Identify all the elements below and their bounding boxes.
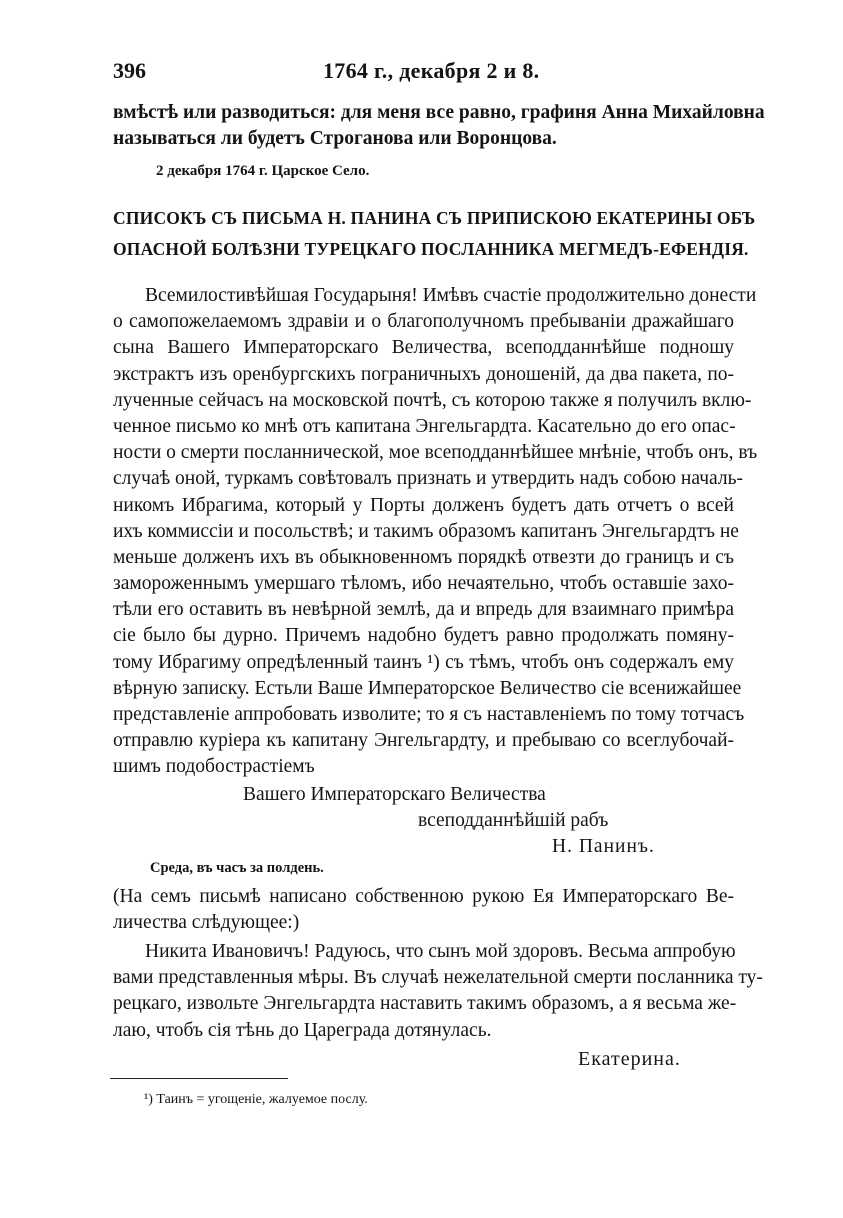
title-line: ОПАСНОЙ БОЛѢЗНИ ТУРЕЦКАГО ПОСЛАННИКА МЕГМЕДЪ-ЕФЕНДІЯ. [113,239,749,259]
text-line: тѣли его оставить въ невѣрной землѣ, да и впредь для взаимнаго примѣра [113,599,734,621]
page-number: 396 [113,58,146,83]
text-line: ихъ коммиссіи и посольствѣ; и такимъ образомъ капитанъ Энгельгардтъ не [113,520,739,542]
reply-paragraph [113,939,763,1044]
time-note: Среда, въ часъ за полдень. [150,860,324,876]
continuation-paragraph [113,100,765,152]
text-line: никомъ Ибрагима, который у Порты долженъ будетъ дать отчетъ о всей [113,494,734,516]
annotation-paragraph [113,884,734,936]
text-line: лаю, чтобъ сія тѣнь до Цареграда дотянулась. [113,1019,492,1041]
text-line: Всемилостивѣйшая Государыня! Имѣвъ счастіе продолжительно донести [145,285,757,306]
letter-signature: Н. Панинъ. [552,836,655,857]
text-line: сына Вашего Императорскаго Величества, всеподданнѣйше подношу [113,337,734,359]
text-line: замороженнымъ умершаго тѣломъ, ибо нечаятельно, чтобъ оставшіе захо- [113,573,734,595]
text-line: личества слѣдующее:) [113,912,300,934]
text-line: представленіе аппробовать изволите; то я съ наставленіемъ по тому тотчасъ [113,704,745,725]
text-line: экстрактъ изъ оренбургскихъ пограничныхъ доношеній, да два пакета, по- [113,363,734,385]
closing-servant: всеподданнѣйшій рабъ [418,810,609,831]
text-line: вѣрную записку. Естьли Ваше Императорское Величество сіе всенижайшее [113,677,742,699]
text-line: шимъ подобострастіемъ [113,756,315,778]
text-line: случаѣ оной, туркамъ совѣтовалъ признать и утвердить надъ собою началь- [113,468,743,490]
text-line: лученные сейчасъ на московской почтѣ, съ которою также я получилъ вклю- [113,389,752,411]
text-line: ченное письмо ко мнѣ отъ капитана Энгельгардта. Касательно до его опас- [113,415,736,437]
text-line: отправлю куріера къ капитану Энгельгардту, и пребываю со всеглубочай- [113,730,734,752]
title-line: СПИСОКЪ СЪ ПИСЬМА Н. ПАНИНА СЪ ПРИПИСКОЮ ЕКАТЕРИНЫ ОБЪ [113,208,756,228]
page-header [113,58,733,88]
closing-salutation: Вашего Императорскаго Величества [243,784,546,805]
text-line: вмѣстѣ или разводиться: для меня все равно, графиня Анна Михайловна [113,102,765,123]
footnote-divider [110,1078,288,1079]
text-line: о самопожелаемомъ здравіи и о благополучномъ пребываніи дражайшаго [113,311,734,333]
footnote: ¹) Таинъ = угощеніе, жалуемое послу. [144,1092,368,1107]
text-line: вами представленныя мѣры. Въ случаѣ нежелательной смерти посланника ту- [113,967,763,989]
text-line: (На семъ письмѣ написано собственною рукою Ея Императорскаго Ве- [113,886,734,907]
text-line: меньше долженъ ихъ въ обыкновенномъ порядкѣ отвезти до границъ и съ [113,546,734,568]
text-line: Никита Ивановичъ! Радуюсь, что сынъ мой здоровъ. Весьма аппробую [145,941,736,962]
text-line: тому Ибрагиму опредѣленный таинъ ¹) съ тѣмъ, чтобъ онъ содержалъ ему [113,651,734,673]
text-line: называться ли будетъ Строганова или Воронцова. [113,128,557,150]
dateline: 2 декабря 1764 г. Царское Село. [156,163,370,179]
running-head: 1764 г., декабря 2 и 8. [323,58,540,83]
text-line: ности о смерти посланнической, мое всеподданнѣйшее мнѣніе, чтобъ онъ, въ [113,442,758,464]
reply-signature: Екатерина. [578,1048,681,1070]
text-line: рецкаго, извольте Энгельгардта наставить такимъ образомъ, а я весьма же- [113,993,737,1015]
letter-body [113,283,758,781]
document-title [113,203,756,265]
text-line: сіе было бы дурно. Причемъ надобно будетъ равно продолжать помяну- [113,625,734,647]
